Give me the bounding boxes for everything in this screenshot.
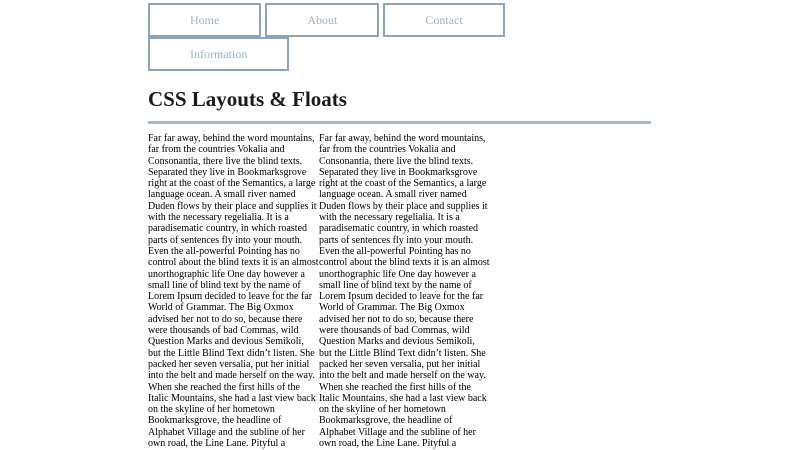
nav-item-contact[interactable]: Contact [383,3,504,37]
content-columns [148,133,651,449]
page-container [148,0,651,449]
nav-item-home[interactable]: Home [148,3,261,37]
text-column-left: Far far away, behind the word mountains, far from the countries Vokalia and Consonantia, there live the blind texts. Separated they live in Bookmarksgrove right at the coast of the Semantics, a large language ocean. A small river named Duden flows by their place and supplies it with the necessary regelialia. It is a paradisematic country, in which roasted parts of sentences fly into your mouth. Even the all-powerful Pointing has no control about the blind texts it is an almost unorthographic life One day however a small line of blind text by the name of Lorem Ipsum decided to leave for the far World of Grammar. The Big Oxmox advised her not to do so, because there were thousands of bad Commas, wild Question Marks and devious Semikoli, but the Little Blind Text didn’t listen. She packed her seven versalia, put her initial into the belt and made herself on the way. When she reached the first hills of the Italic Mountains, she had a last view back on the skyline of her hometown Bookmarksgrove, the headline of Alphabet Village and the subline of her own road, the Line Lane. Pityful a [148,133,319,450]
heading-divider [148,121,651,124]
nav-item-about[interactable]: About [265,3,379,37]
page-title: CSS Layouts & Floats [148,87,347,111]
main-nav [148,3,578,71]
nav-item-information[interactable]: Information [148,37,289,71]
text-column-right: Far far away, behind the word mountains, far from the countries Vokalia and Consonantia, there live the blind texts. Separated they live in Bookmarksgrove right at the coast of the Semantics, a large language ocean. A small river named Duden flows by their place and supplies it with the necessary regelialia. It is a paradisematic country, in which roasted parts of sentences fly into your mouth. Even the all-powerful Pointing has no control about the blind texts it is an almost unorthographic life One day however a small line of blind text by the name of Lorem Ipsum decided to leave for the far World of Grammar. The Big Oxmox advised her not to do so, because there were thousands of bad Commas, wild Question Marks and devious Semikoli, but the Little Blind Text didn’t listen. She packed her seven versalia, put her initial into the belt and made herself on the way. When she reached the first hills of the Italic Mountains, she had a last view back on the skyline of her hometown Bookmarksgrove, the headline of Alphabet Village and the subline of her own road, the Line Lane. Pityful a [319,133,490,450]
